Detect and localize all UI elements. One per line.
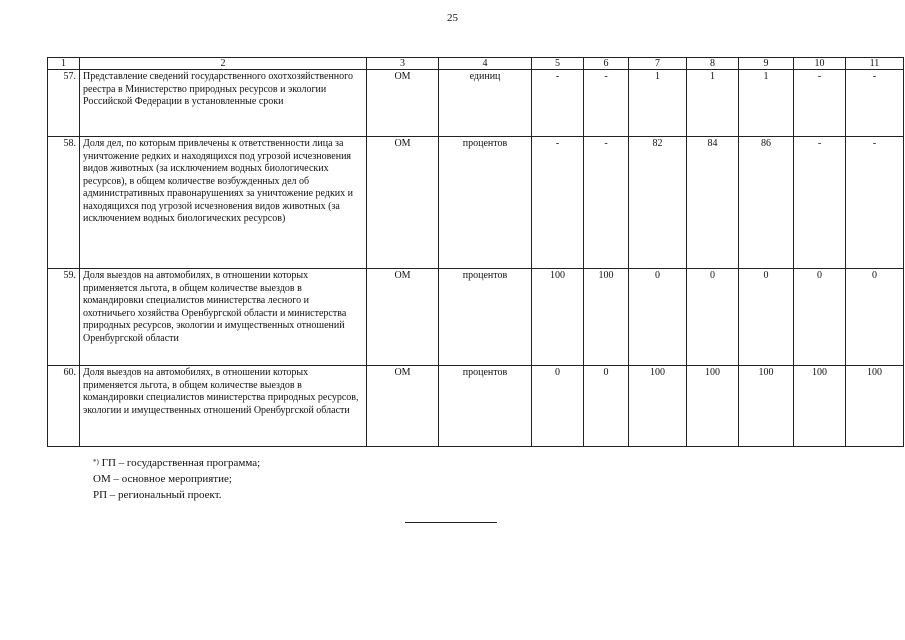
value-col-5: - — [532, 70, 584, 137]
column-header: 11 — [846, 58, 904, 70]
indicator-unit: единиц — [439, 70, 532, 137]
indicators-table — [47, 57, 904, 447]
table-header-row — [48, 58, 904, 70]
indicator-unit: процентов — [439, 366, 532, 447]
indicator-type: ОМ — [367, 366, 439, 447]
table-row — [48, 70, 904, 137]
value-col-11: 0 — [846, 269, 904, 366]
value-col-8: 100 — [687, 366, 739, 447]
footnote-line: ОМ – основное мероприятие; — [93, 473, 232, 485]
column-header: 9 — [739, 58, 794, 70]
column-header: 6 — [584, 58, 629, 70]
indicator-description: Представление сведений государственного охотхозяйственного реестра в Министерство природных ресурсов и экологии Российской Федерации в установленные сроки — [80, 70, 367, 137]
page-number: 25 — [447, 12, 458, 24]
value-col-10: 100 — [794, 366, 846, 447]
value-col-11: 100 — [846, 366, 904, 447]
table-row — [48, 366, 904, 447]
value-col-11: - — [846, 70, 904, 137]
footnote-line: РП – региональный проект. — [93, 489, 222, 501]
table-row — [48, 137, 904, 269]
table-row — [48, 269, 904, 366]
value-col-5: - — [532, 137, 584, 269]
value-col-6: 100 — [584, 269, 629, 366]
indicator-description: Доля выездов на автомобилях, в отношении которых применяется льгота, в общем количестве выездов в командировки специалистов министерства природных ресурсов, экологии и имущественных отношений Оренбургской области — [80, 366, 367, 447]
row-number: 57. — [48, 70, 80, 137]
value-col-9: 100 — [739, 366, 794, 447]
indicator-type: ОМ — [367, 137, 439, 269]
footnotes — [93, 455, 260, 503]
column-header: 1 — [48, 58, 80, 70]
value-col-6: - — [584, 137, 629, 269]
value-col-5: 0 — [532, 366, 584, 447]
value-col-10: - — [794, 70, 846, 137]
end-separator-line — [405, 522, 497, 523]
value-col-11: - — [846, 137, 904, 269]
column-header: 7 — [629, 58, 687, 70]
indicator-type: ОМ — [367, 70, 439, 137]
column-header: 2 — [80, 58, 367, 70]
indicator-unit: процентов — [439, 137, 532, 269]
row-number: 59. — [48, 269, 80, 366]
value-col-8: 84 — [687, 137, 739, 269]
indicator-unit: процентов — [439, 269, 532, 366]
value-col-7: 82 — [629, 137, 687, 269]
column-header: 3 — [367, 58, 439, 70]
column-header: 10 — [794, 58, 846, 70]
value-col-7: 100 — [629, 366, 687, 447]
value-col-9: 1 — [739, 70, 794, 137]
column-header: 8 — [687, 58, 739, 70]
value-col-8: 0 — [687, 269, 739, 366]
row-number: 58. — [48, 137, 80, 269]
footnote-text: ГП – государственная программа; — [101, 457, 261, 469]
value-col-10: 0 — [794, 269, 846, 366]
column-header: 5 — [532, 58, 584, 70]
indicator-description: Доля выездов на автомобилях, в отношении которых применяется льгота, в общем количестве выездов в командировки специалистов министерства лесного и охотничьего хозяйства Оренбургской области и министерства природных ресурсов, экологии и имущественных отношений Оренбургской области — [80, 269, 367, 366]
value-col-7: 1 — [629, 70, 687, 137]
value-col-8: 1 — [687, 70, 739, 137]
value-col-9: 0 — [739, 269, 794, 366]
value-col-5: 100 — [532, 269, 584, 366]
footnote-line — [93, 455, 260, 471]
value-col-9: 86 — [739, 137, 794, 269]
indicator-description: Доля дел, по которым привлечены к ответственности лица за уничтожение редких и находящихся под угрозой исчезновения видов животных (за исключением водных биологических ресурсов), в общем количестве возбужденных дел об административных правонарушениях за уничтожение редких и находящихся под угрозой исчезновения видов животных (за исключением водных биологических ресурсов) — [80, 137, 367, 269]
row-number: 60. — [48, 366, 80, 447]
value-col-7: 0 — [629, 269, 687, 366]
indicator-type: ОМ — [367, 269, 439, 366]
value-col-6: 0 — [584, 366, 629, 447]
value-col-10: - — [794, 137, 846, 269]
column-header: 4 — [439, 58, 532, 70]
value-col-6: - — [584, 70, 629, 137]
footnote-marker: *) — [93, 458, 99, 466]
